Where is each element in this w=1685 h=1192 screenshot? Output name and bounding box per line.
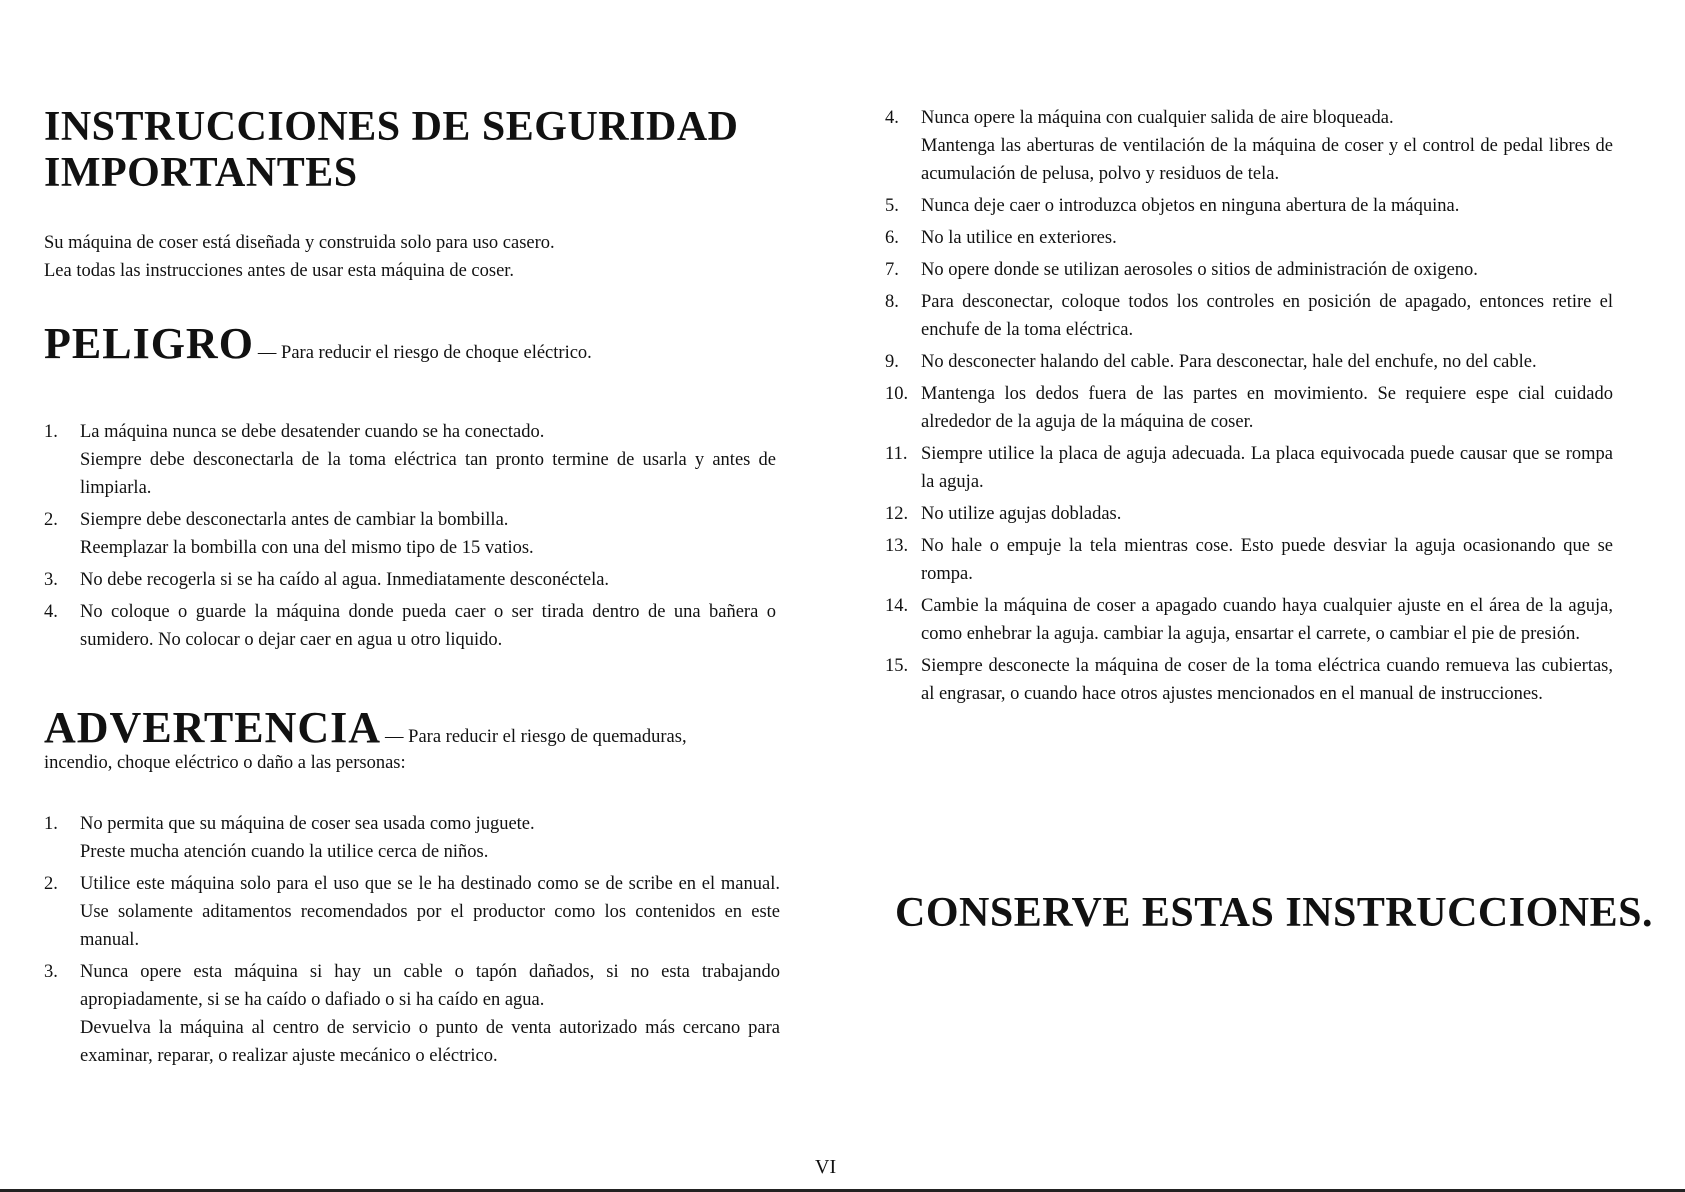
item-text: No hale o empuje la tela mientras cose. Esto puede desviar la aguja ocasionando que se rompa. bbox=[921, 536, 1613, 584]
item-number: 9. bbox=[885, 352, 899, 372]
item-text-2: Preste mucha atención cuando la utilice cerca de niños. bbox=[80, 842, 489, 862]
page-number: VI bbox=[815, 1156, 837, 1178]
list-item bbox=[44, 566, 776, 594]
advertencia-title: ADVERTENCIA bbox=[44, 703, 382, 752]
list-item bbox=[44, 810, 780, 866]
list-item bbox=[44, 418, 776, 502]
item-number: 13. bbox=[885, 536, 909, 556]
item-text: No permita que su máquina de coser sea usada como juguete. bbox=[80, 814, 535, 834]
item-number: 7. bbox=[885, 260, 899, 280]
item-text: No desconecter halando del cable. Para desconectar, hale del enchufe, no del cable. bbox=[921, 352, 1537, 372]
item-number: 3. bbox=[44, 962, 58, 982]
advertencia-list bbox=[44, 810, 780, 1074]
title-line-2: IMPORTANTES bbox=[44, 150, 358, 196]
item-text: Para desconectar, coloque todos los controles en posición de apagado, entonces retire el enchufe de la toma eléctrica. bbox=[921, 292, 1613, 340]
item-number: 8. bbox=[885, 292, 899, 312]
item-number: 10. bbox=[885, 384, 909, 404]
item-text: Siempre debe desconectarla antes de cambiar la bombilla. bbox=[80, 510, 509, 530]
item-text-2: Siempre debe desconectarla de la toma eléctrica tan pronto termine de usarla y antes de limpiarla. bbox=[80, 450, 776, 498]
item-number: 5. bbox=[885, 196, 899, 216]
item-number: 11. bbox=[885, 444, 908, 464]
title-line-1: INSTRUCCIONES DE SEGURIDAD bbox=[44, 104, 739, 150]
right-list bbox=[885, 104, 1613, 712]
list-item bbox=[885, 288, 1613, 344]
item-text-2: Mantenga las aberturas de ventilación de la máquina de coser y el control de pedal libres de acumulación de pelusa, polvo y residuos de tela. bbox=[921, 136, 1613, 184]
peligro-list bbox=[44, 418, 776, 658]
list-item bbox=[885, 192, 1613, 220]
item-text: Cambie la máquina de coser a apagado cuando haya cualquier ajuste en el área de la aguja, como enhebrar la aguja. cambiar la aguja, ensartar el carrete, o cambiar el pie de presión. bbox=[921, 596, 1613, 644]
main-title bbox=[44, 104, 804, 196]
item-number: 3. bbox=[44, 570, 58, 590]
list-item bbox=[44, 506, 776, 562]
item-number: 2. bbox=[44, 510, 58, 530]
peligro-heading bbox=[44, 318, 784, 369]
intro-line-2: Lea todas las instrucciones antes de usar esta máquina de coser. bbox=[44, 261, 515, 281]
advertencia-subtitle: — Para reducir el riesgo de quemaduras, bbox=[385, 727, 687, 747]
list-item bbox=[885, 532, 1613, 588]
item-text: No debe recogerla si se ha caído al agua. Inmediatamente desconéctela. bbox=[80, 570, 610, 590]
conserve-heading: CONSERVE ESTAS INSTRUCCIONES. bbox=[895, 890, 1653, 936]
item-number: 6. bbox=[885, 228, 899, 248]
item-number: 1. bbox=[44, 422, 58, 442]
item-text: No opere donde se utilizan aerosoles o sitios de administración de oxigeno. bbox=[921, 260, 1478, 280]
item-number: 4. bbox=[44, 602, 58, 622]
item-text: Siempre desconecte la máquina de coser de la toma eléctrica cuando remueva las cubiertas, al engrasar, o cuando hace otros ajustes mencionados en el manual de instrucciones. bbox=[921, 656, 1613, 704]
intro-text bbox=[44, 229, 784, 285]
item-text: Utilice este máquina solo para el uso que se le ha destinado como se de scribe en el manual. Use solamente aditamentos recomendados por el productor como los contenidos en este manual. bbox=[80, 874, 780, 950]
item-text: No coloque o guarde la máquina donde pueda caer o ser tirada dentro de una bañera o sumidero. No colocar o dejar caer en agua u otro liquido. bbox=[80, 602, 776, 650]
item-text-2: Reemplazar la bombilla con una del mismo tipo de 15 vatios. bbox=[80, 538, 534, 558]
item-number: 15. bbox=[885, 656, 909, 676]
item-text: La máquina nunca se debe desatender cuando se ha conectado. bbox=[80, 422, 545, 442]
item-text: Nunca deje caer o introduzca objetos en ninguna abertura de la máquina. bbox=[921, 196, 1460, 216]
list-item bbox=[885, 500, 1613, 528]
list-item bbox=[885, 592, 1613, 648]
advertencia-heading bbox=[44, 702, 784, 774]
peligro-subtitle: — Para reducir el riesgo de choque eléctrico. bbox=[257, 343, 592, 363]
peligro-title: PELIGRO bbox=[44, 319, 254, 368]
item-text: No la utilice en exteriores. bbox=[921, 228, 1117, 248]
item-number: 1. bbox=[44, 814, 58, 834]
list-item bbox=[885, 348, 1613, 376]
item-number: 2. bbox=[44, 874, 58, 894]
list-item bbox=[885, 380, 1613, 436]
list-item bbox=[44, 870, 780, 954]
list-item bbox=[885, 256, 1613, 284]
advertencia-subtitle-2: incendio, choque eléctrico o daño a las personas: bbox=[44, 753, 406, 773]
list-item bbox=[885, 440, 1613, 496]
item-number: 14. bbox=[885, 596, 909, 616]
item-number: 12. bbox=[885, 504, 909, 524]
list-item bbox=[885, 652, 1613, 708]
list-item bbox=[44, 958, 780, 1070]
item-number: 4. bbox=[885, 108, 899, 128]
item-text: Nunca opere la máquina con cualquier salida de aire bloqueada. bbox=[921, 108, 1394, 128]
item-text-2: Devuelva la máquina al centro de servicio o punto de venta autorizado más cercano para examinar, reparar, o realizar ajuste mecánico o eléctrico. bbox=[80, 1018, 780, 1066]
item-text: Siempre utilice la placa de aguja adecuada. La placa equivocada puede causar que se rompa la aguja. bbox=[921, 444, 1613, 492]
list-item bbox=[885, 224, 1613, 252]
intro-line-1: Su máquina de coser está diseñada y construida solo para uso casero. bbox=[44, 233, 555, 253]
item-text: Nunca opere esta máquina si hay un cable o tapón dañados, si no esta trabajando apropiadamente, si se ha caído o dafiado o si ha caído en agua. bbox=[80, 962, 780, 1010]
item-text: Mantenga los dedos fuera de las partes en movimiento. Se requiere espe cial cuidado alrededor de la aguja de la máquina de coser. bbox=[921, 384, 1613, 432]
list-item bbox=[44, 598, 776, 654]
item-text: No utilize agujas dobladas. bbox=[921, 504, 1122, 524]
list-item bbox=[885, 104, 1613, 188]
